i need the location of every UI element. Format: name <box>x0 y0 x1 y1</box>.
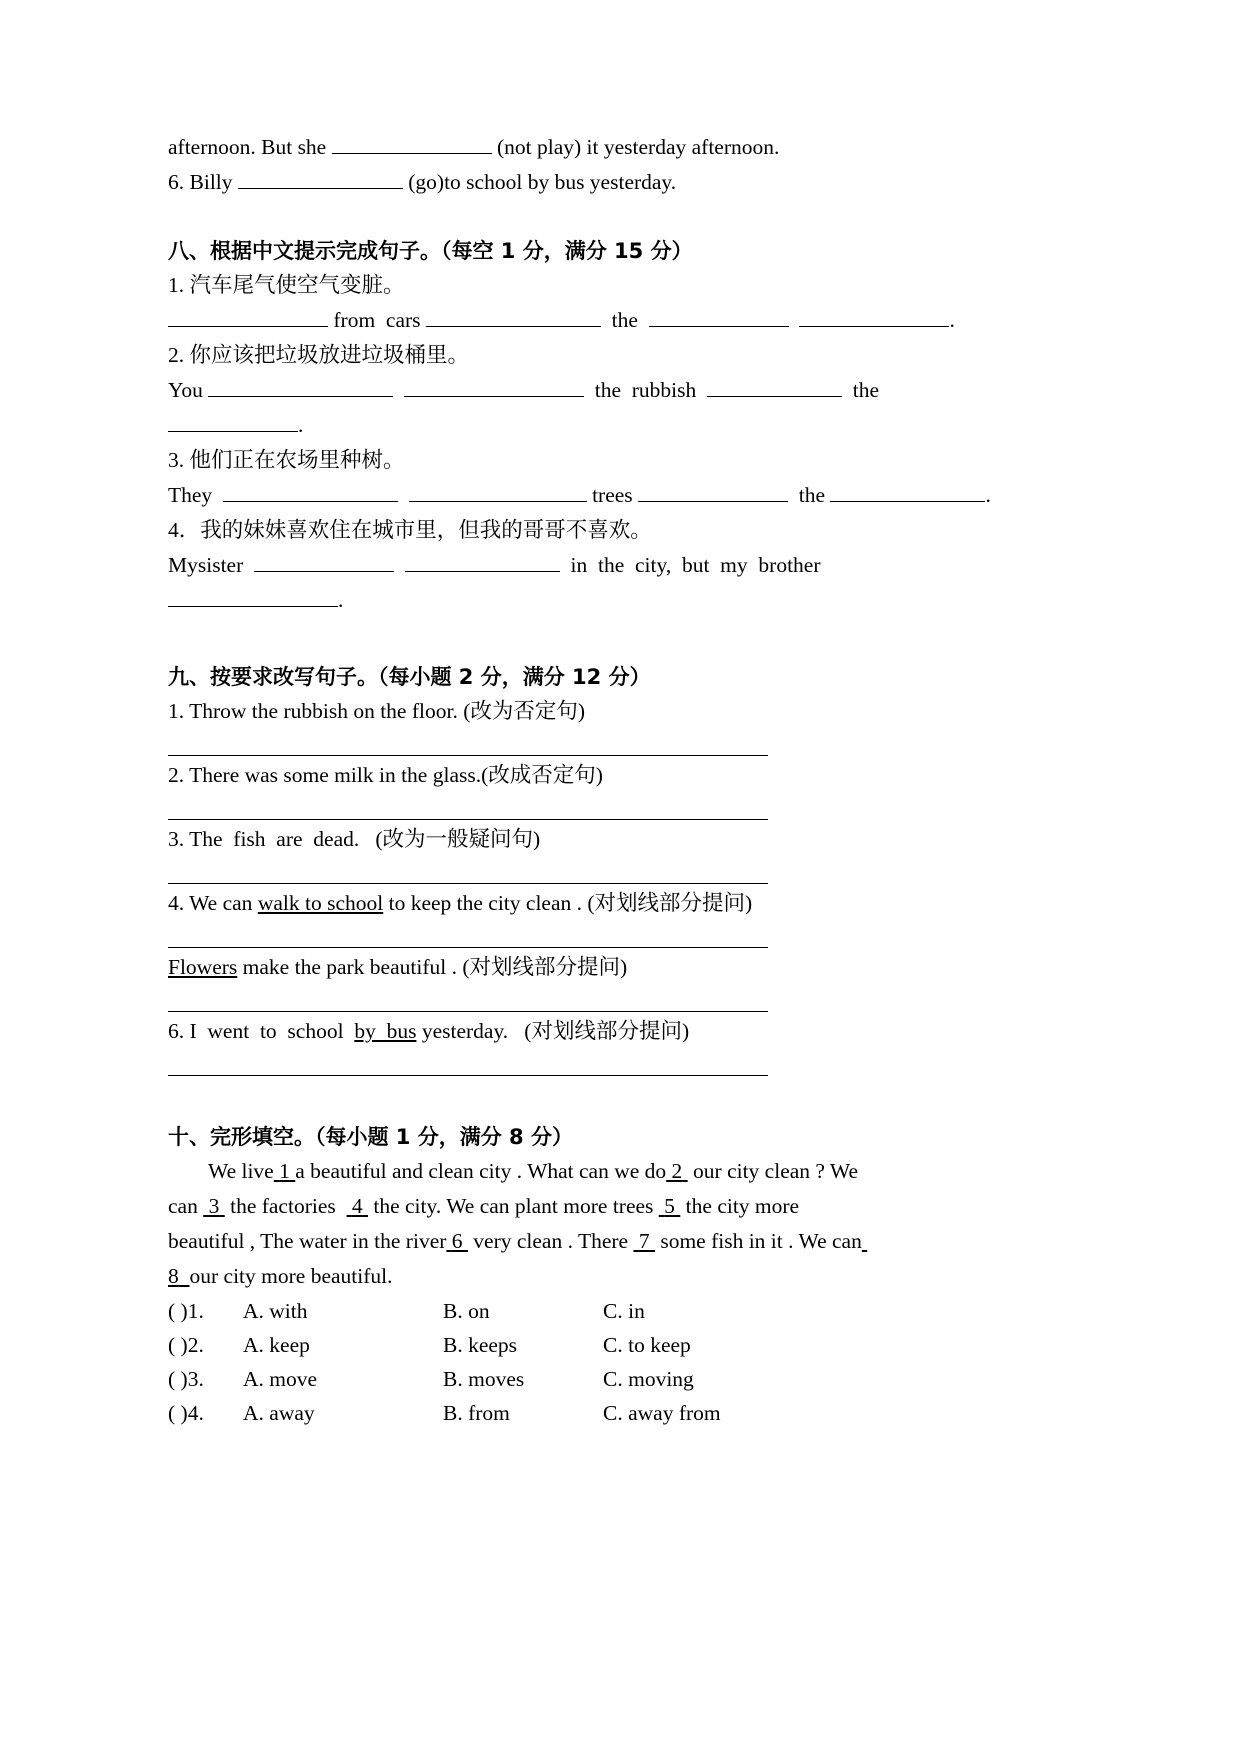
passage-text: very clean . There <box>473 1229 629 1253</box>
passage-text: our city more beautiful. <box>189 1264 393 1288</box>
answer-period: . <box>949 308 955 332</box>
section8-item2-prompt: 2. 你应该把垃圾放进垃圾桶里。 <box>168 343 470 367</box>
option-c[interactable]: C. away from <box>603 1401 721 1425</box>
cloze-option-row <box>168 1362 1081 1396</box>
fill-blank[interactable] <box>707 396 842 397</box>
cloze-blank-6[interactable]: 6 <box>451 1229 463 1253</box>
answer-paren[interactable]: ( )2. <box>168 1333 204 1357</box>
answer-text: You <box>168 378 209 402</box>
answer-text: the <box>842 378 880 402</box>
answer-rule[interactable] <box>168 925 768 948</box>
answer-text: the <box>788 483 831 507</box>
answer-rule[interactable] <box>168 989 768 1012</box>
answer-text: trees <box>586 483 639 507</box>
cloze-passage-line-2 <box>168 1189 1081 1224</box>
cloze-option-row <box>168 1396 1081 1430</box>
fill-blank[interactable] <box>404 396 584 397</box>
option-a[interactable]: A. with <box>243 1299 308 1323</box>
cloze-option-row <box>168 1328 1081 1362</box>
question-6-text: (go)to school by bus yesterday. <box>402 170 677 194</box>
passage-text: the city. We can plant more trees <box>373 1194 654 1218</box>
section8-item3-answer <box>168 478 1081 513</box>
continuation-line-2 <box>168 165 1081 200</box>
continuation-text-a: afternoon. But she <box>168 135 332 159</box>
option-a[interactable]: A. move <box>243 1367 318 1391</box>
section8-item4-answer <box>168 548 1081 583</box>
passage-text: We live <box>208 1159 274 1183</box>
passage-text: the factories <box>230 1194 336 1218</box>
cloze-option-row <box>168 1294 1081 1328</box>
cloze-blank-4[interactable]: 4 <box>351 1194 363 1218</box>
question-6-label: 6. Billy <box>168 170 238 194</box>
answer-paren[interactable]: ( )1. <box>168 1299 204 1323</box>
section8-item4-answer-cont <box>168 583 1081 618</box>
option-a[interactable]: A. away <box>243 1401 315 1425</box>
answer-text: the <box>600 308 649 332</box>
section8-item2-answer-cont <box>168 408 1081 443</box>
section-10-heading: 十、完形填空。（每小题 1 分，满分 8 分） <box>168 1125 573 1149</box>
fill-blank[interactable] <box>409 501 587 502</box>
option-c[interactable]: C. in <box>603 1299 645 1323</box>
item-text: 6. I went to school <box>168 1019 355 1043</box>
fill-blank[interactable] <box>254 571 394 572</box>
cloze-passage-line-4 <box>168 1259 1081 1294</box>
section9-item3: 3. The fish are dead. (改为一般疑问句) <box>168 827 541 851</box>
fill-blank[interactable] <box>649 326 789 327</box>
section9-item1: 1. Throw the rubbish on the floor. (改为否定句) <box>168 699 586 723</box>
option-b[interactable]: B. on <box>443 1299 490 1323</box>
cloze-blank-2[interactable]: 2 <box>671 1159 683 1183</box>
continuation-text-b: (not play) it yesterday afternoon. <box>491 135 780 159</box>
fill-blank[interactable] <box>168 431 298 432</box>
answer-rule[interactable] <box>168 1053 768 1076</box>
section8-item2-answer <box>168 373 1081 408</box>
passage-text: can <box>168 1194 198 1218</box>
fill-blank[interactable] <box>799 326 949 327</box>
fill-blank[interactable] <box>238 188 403 189</box>
underlined-phrase: by bus <box>354 1019 417 1043</box>
option-b[interactable]: B. keeps <box>443 1333 518 1357</box>
underlined-phrase: walk to school <box>257 891 384 915</box>
section9-item6 <box>168 1014 1081 1049</box>
section8-item3-prompt: 3. 他们正在农场里种树。 <box>168 448 405 472</box>
answer-rule[interactable] <box>168 861 768 884</box>
section9-item2: 2. There was some milk in the glass.(改成否定句) <box>168 763 603 787</box>
cloze-blank-1[interactable]: 1 <box>279 1159 290 1183</box>
answer-rule[interactable] <box>168 733 768 756</box>
fill-blank[interactable] <box>168 606 338 607</box>
fill-blank[interactable] <box>405 571 560 572</box>
option-c[interactable]: C. moving <box>603 1367 694 1391</box>
section8-item4-prompt: 4．我的妹妹喜欢住在城市里，但我的哥哥不喜欢。 <box>168 518 652 542</box>
passage-text: our city clean ? We <box>693 1159 859 1183</box>
cloze-blank-5[interactable]: 5 <box>664 1194 675 1218</box>
fill-blank[interactable] <box>830 501 985 502</box>
answer-paren[interactable]: ( )4. <box>168 1401 204 1425</box>
cloze-blank-7[interactable]: 7 <box>638 1229 650 1253</box>
section8-item1-answer <box>168 303 1081 338</box>
cloze-passage-line-3 <box>168 1224 1081 1259</box>
answer-period: . <box>338 588 344 612</box>
continuation-line-1 <box>168 130 1081 165</box>
fill-blank[interactable] <box>208 396 393 397</box>
fill-blank[interactable] <box>426 326 601 327</box>
passage-text: a beautiful and clean city . What can we do <box>295 1159 667 1183</box>
option-b[interactable]: B. moves <box>443 1367 525 1391</box>
option-a[interactable]: A. keep <box>243 1333 310 1357</box>
fill-blank[interactable] <box>332 153 492 154</box>
answer-text: in the city, but my brother <box>559 553 821 577</box>
answer-period: . <box>298 413 304 437</box>
section-8-heading: 八、根据中文提示完成句子。（每空 1 分，满分 15 分） <box>168 239 693 263</box>
answer-text: Mysister <box>168 553 254 577</box>
section9-item5 <box>168 950 1081 985</box>
passage-text: some fish in it . We can <box>660 1229 862 1253</box>
answer-period: . <box>985 483 991 507</box>
cloze-passage-line-1 <box>168 1154 1081 1189</box>
item-text: to keep the city clean . (对划线部分提问) <box>383 891 753 915</box>
answer-text: from cars <box>328 308 426 332</box>
option-c[interactable]: C. to keep <box>603 1333 691 1357</box>
cloze-blank-8[interactable]: 8 <box>168 1264 179 1288</box>
section-9-heading: 九、按要求改写句子。（每小题 2 分，满分 12 分） <box>168 665 651 689</box>
underlined-phrase: Flowers <box>168 955 238 979</box>
passage-text: beautiful , The water in the river <box>168 1229 447 1253</box>
item-text: 4. We can <box>168 891 258 915</box>
fill-blank[interactable] <box>168 326 328 327</box>
item-text: yesterday. (对划线部分提问) <box>416 1019 690 1043</box>
passage-text: the city more <box>685 1194 800 1218</box>
answer-paren[interactable]: ( )3. <box>168 1367 204 1391</box>
answer-text: the rubbish <box>584 378 708 402</box>
cloze-blank-3[interactable]: 3 <box>208 1194 220 1218</box>
answer-rule[interactable] <box>168 797 768 820</box>
answer-text: They <box>168 483 223 507</box>
item-text: make the park beautiful . (对划线部分提问) <box>237 955 628 979</box>
option-b[interactable]: B. from <box>443 1401 510 1425</box>
fill-blank[interactable] <box>638 501 788 502</box>
section8-item1-prompt: 1. 汽车尾气使空气变脏。 <box>168 273 405 297</box>
section9-item4 <box>168 886 1081 921</box>
fill-blank[interactable] <box>223 501 398 502</box>
